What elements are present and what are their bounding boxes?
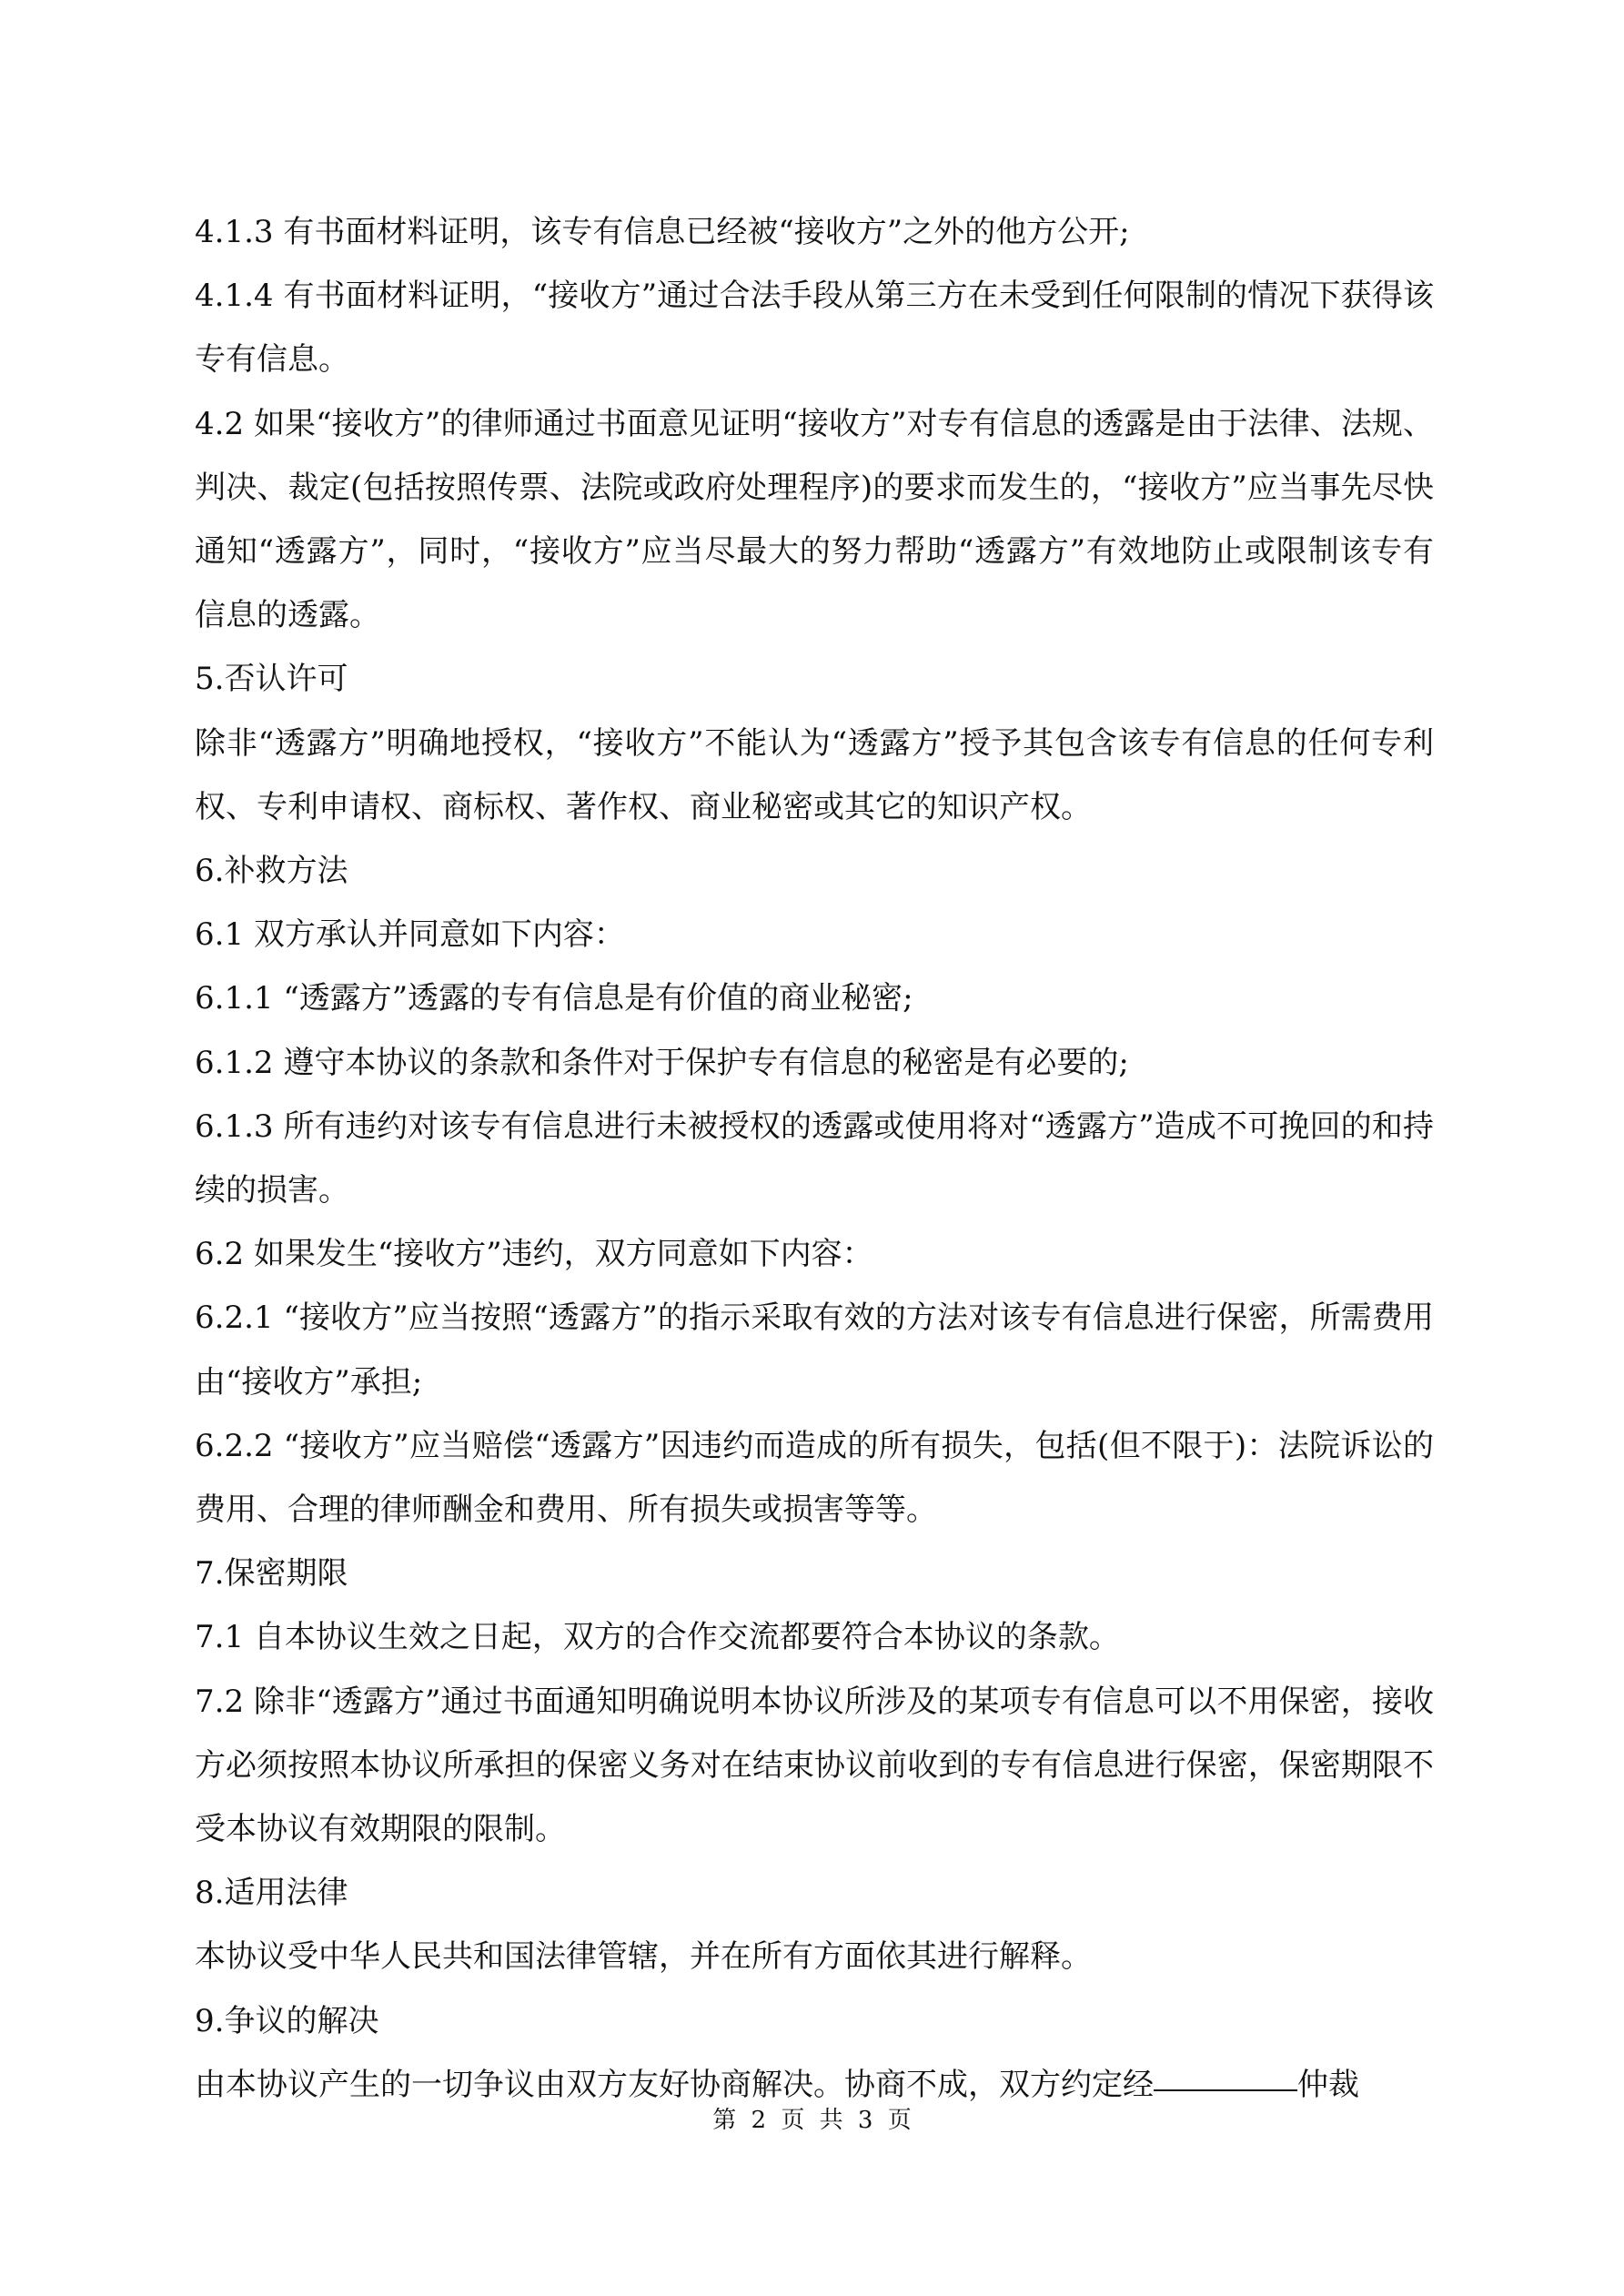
paragraph-9-text-after: 仲裁 bbox=[1297, 2066, 1359, 2103]
document-body bbox=[195, 200, 1434, 2117]
heading-5: 5.否认许可 bbox=[195, 661, 348, 698]
paragraph-6-1-1: 6.1.1 “透露方”透露的专有信息是有价值的商业秘密; bbox=[195, 980, 913, 1017]
paragraph-5-body: 除非“透露方”明确地授权，“接收方”不能认为“透露方”授予其包含该专有信息的任何专利权、专利申请权、商标权、著作权、商业秘密或其它的知识产权。 bbox=[195, 724, 1434, 825]
paragraph-6-1-3: 6.1.3 所有违约对该专有信息进行未被授权的透露或使用将对“透露方”造成不可挽回的和持续的损害。 bbox=[195, 1108, 1434, 1209]
paragraph-7-2: 7.2 除非“透露方”通过书面通知明确说明本协议所涉及的某项专有信息可以不用保密，接收方必须按照本协议所承担的保密义务对在结束协议前收到的专有信息进行保密，保密期限不受本协议有效期限的限制。 bbox=[195, 1683, 1434, 1848]
heading-8: 8.适用法律 bbox=[195, 1875, 348, 1912]
fill-in-blank bbox=[1154, 2089, 1297, 2091]
paragraph-4-1-3: 4.1.3 有书面材料证明，该专有信息已经被“接收方”之外的他方公开; bbox=[195, 214, 1130, 250]
paragraph-6-2-1: 6.2.1 “接收方”应当按照“透露方”的指示采取有效的方法对该专有信息进行保密，所需费用由“接收方”承担; bbox=[195, 1300, 1434, 1401]
paragraph-7-1: 7.1 自本协议生效之日起，双方的合作交流都要符合本协议的条款。 bbox=[195, 1619, 1120, 1656]
heading-7: 7.保密期限 bbox=[195, 1555, 348, 1593]
paragraph-6-2: 6.2 如果发生“接收方”违约，双方同意如下内容： bbox=[195, 1236, 873, 1273]
paragraph-9-text-before: 由本协议产生的一切争议由双方友好协商解决。协商不成，双方约定经 bbox=[195, 2066, 1154, 2103]
paragraph-4-2: 4.2 如果“接收方”的律师通过书面意见证明“接收方”对专有信息的透露是由于法律、法规、判决、裁定(包括按照传票、法院或政府处理程序)的要求而发生的，“接收方”应当事先尽快通知“透露方”，同时，“接收方”应当尽最大的努力帮助“透露方”有效地防止或限制该专有信息的透露。 bbox=[195, 405, 1434, 634]
page-footer: 第 2 页 共 3 页 bbox=[712, 2107, 912, 2134]
paragraph-6-1-2: 6.1.2 遵守本协议的条款和条件对于保护专有信息的秘密是有必要的; bbox=[195, 1044, 1129, 1081]
paragraph-4-1-4: 4.1.4 有书面材料证明，“接收方”通过合法手段从第三方在未受到任何限制的情况下获得该专有信息。 bbox=[195, 278, 1434, 379]
paragraph-8-body: 本协议受中华人民共和国法律管辖，并在所有方面依其进行解释。 bbox=[195, 1938, 1092, 1976]
heading-6: 6.补救方法 bbox=[195, 853, 348, 890]
paragraph-6-2-2: 6.2.2 “接收方”应当赔偿“透露方”因违约而造成的所有损失，包括(但不限于)：法院诉讼的费用、合理的律师酬金和费用、所有损失或损害等等。 bbox=[195, 1427, 1434, 1529]
paragraph-6-1: 6.1 双方承认并同意如下内容： bbox=[195, 916, 625, 954]
heading-9: 9.争议的解决 bbox=[195, 2002, 379, 2039]
